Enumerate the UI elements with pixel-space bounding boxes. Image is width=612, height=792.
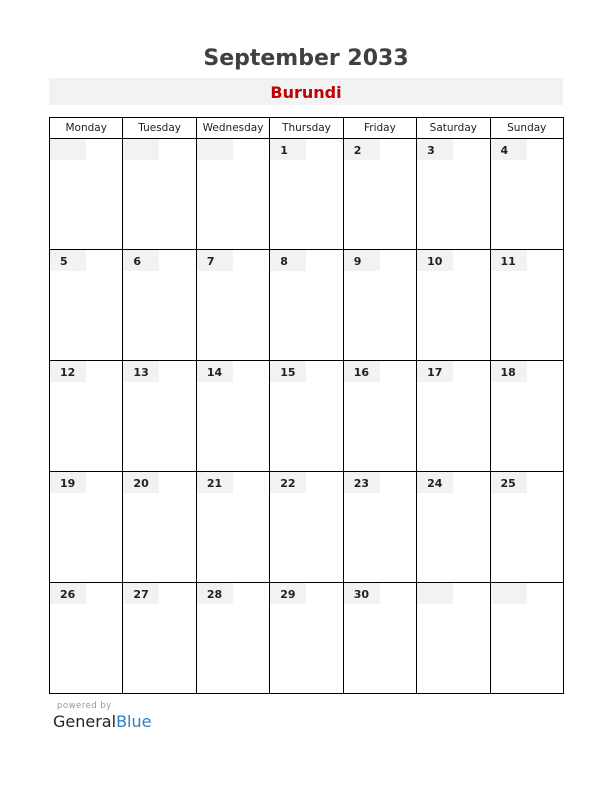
day-cell: [50, 472, 123, 583]
week-row: [50, 583, 564, 694]
day-number: 22: [270, 472, 306, 493]
day-cell: [196, 472, 269, 583]
country-name: Burundi: [270, 83, 342, 102]
day-cell: [123, 583, 196, 694]
day-cell: [417, 472, 490, 583]
day-number: 10: [417, 250, 453, 271]
day-cell: [490, 139, 563, 250]
day-number: 4: [491, 139, 527, 160]
day-cell: [50, 250, 123, 361]
page-title: September 2033: [203, 46, 409, 71]
day-number: 1: [270, 139, 306, 160]
day-cell: [270, 583, 343, 694]
day-number: 15: [270, 361, 306, 382]
day-number: 21: [197, 472, 233, 493]
day-cell: [490, 250, 563, 361]
day-number: 6: [123, 250, 159, 271]
day-cell: [196, 583, 269, 694]
week-row: [50, 472, 564, 583]
day-cell: [417, 250, 490, 361]
day-number: 30: [344, 583, 380, 604]
day-number: 16: [344, 361, 380, 382]
country-banner: [49, 78, 563, 105]
brand-blue: Blue: [116, 712, 152, 731]
day-number: 23: [344, 472, 380, 493]
day-number: 20: [123, 472, 159, 493]
day-number: 19: [50, 472, 86, 493]
day-cell: [490, 583, 563, 694]
day-cell: [417, 361, 490, 472]
day-cell: [343, 250, 416, 361]
day-cell: [50, 139, 123, 250]
day-number: [491, 583, 527, 604]
day-number: 5: [50, 250, 86, 271]
powered-by-label: powered by: [57, 701, 112, 711]
day-cell: [343, 472, 416, 583]
weekday-header-row: [50, 118, 564, 139]
week-row: [50, 139, 564, 250]
day-cell: [270, 361, 343, 472]
day-number: 2: [344, 139, 380, 160]
day-cell: [343, 139, 416, 250]
weekday-saturday: Saturday: [417, 118, 490, 139]
day-number: [50, 139, 86, 160]
day-number: [417, 583, 453, 604]
day-cell: [343, 361, 416, 472]
day-cell: [123, 250, 196, 361]
day-number: 3: [417, 139, 453, 160]
day-number: 28: [197, 583, 233, 604]
day-cell: [417, 583, 490, 694]
day-cell: [196, 139, 269, 250]
day-number: 11: [491, 250, 527, 271]
day-cell: [270, 472, 343, 583]
brand-general: General: [53, 712, 117, 731]
day-number: 17: [417, 361, 453, 382]
day-number: 27: [123, 583, 159, 604]
day-cell: [123, 361, 196, 472]
day-number: 24: [417, 472, 453, 493]
day-cell: [123, 472, 196, 583]
generalblue-logo: [53, 712, 151, 731]
day-number: 26: [50, 583, 86, 604]
weekday-wednesday: Wednesday: [196, 118, 269, 139]
day-cell: [123, 139, 196, 250]
day-number: [123, 139, 159, 160]
day-cell: [417, 139, 490, 250]
weekday-sunday: Sunday: [490, 118, 563, 139]
day-cell: [270, 139, 343, 250]
day-number: 14: [197, 361, 233, 382]
day-cell: [50, 583, 123, 694]
day-cell: [270, 250, 343, 361]
day-cell: [50, 361, 123, 472]
day-cell: [196, 361, 269, 472]
weekday-thursday: Thursday: [270, 118, 343, 139]
day-number: 13: [123, 361, 159, 382]
day-number: 9: [344, 250, 380, 271]
day-number: 18: [491, 361, 527, 382]
day-number: [197, 139, 233, 160]
day-cell: [490, 361, 563, 472]
day-cell: [343, 583, 416, 694]
week-row: [50, 361, 564, 472]
day-cell: [490, 472, 563, 583]
weekday-tuesday: Tuesday: [123, 118, 196, 139]
day-number: 8: [270, 250, 306, 271]
week-row: [50, 250, 564, 361]
day-number: 7: [197, 250, 233, 271]
day-cell: [196, 250, 269, 361]
weekday-monday: Monday: [50, 118, 123, 139]
weekday-friday: Friday: [343, 118, 416, 139]
day-number: 29: [270, 583, 306, 604]
day-number: 25: [491, 472, 527, 493]
day-number: 12: [50, 361, 86, 382]
calendar-grid: [49, 117, 564, 694]
